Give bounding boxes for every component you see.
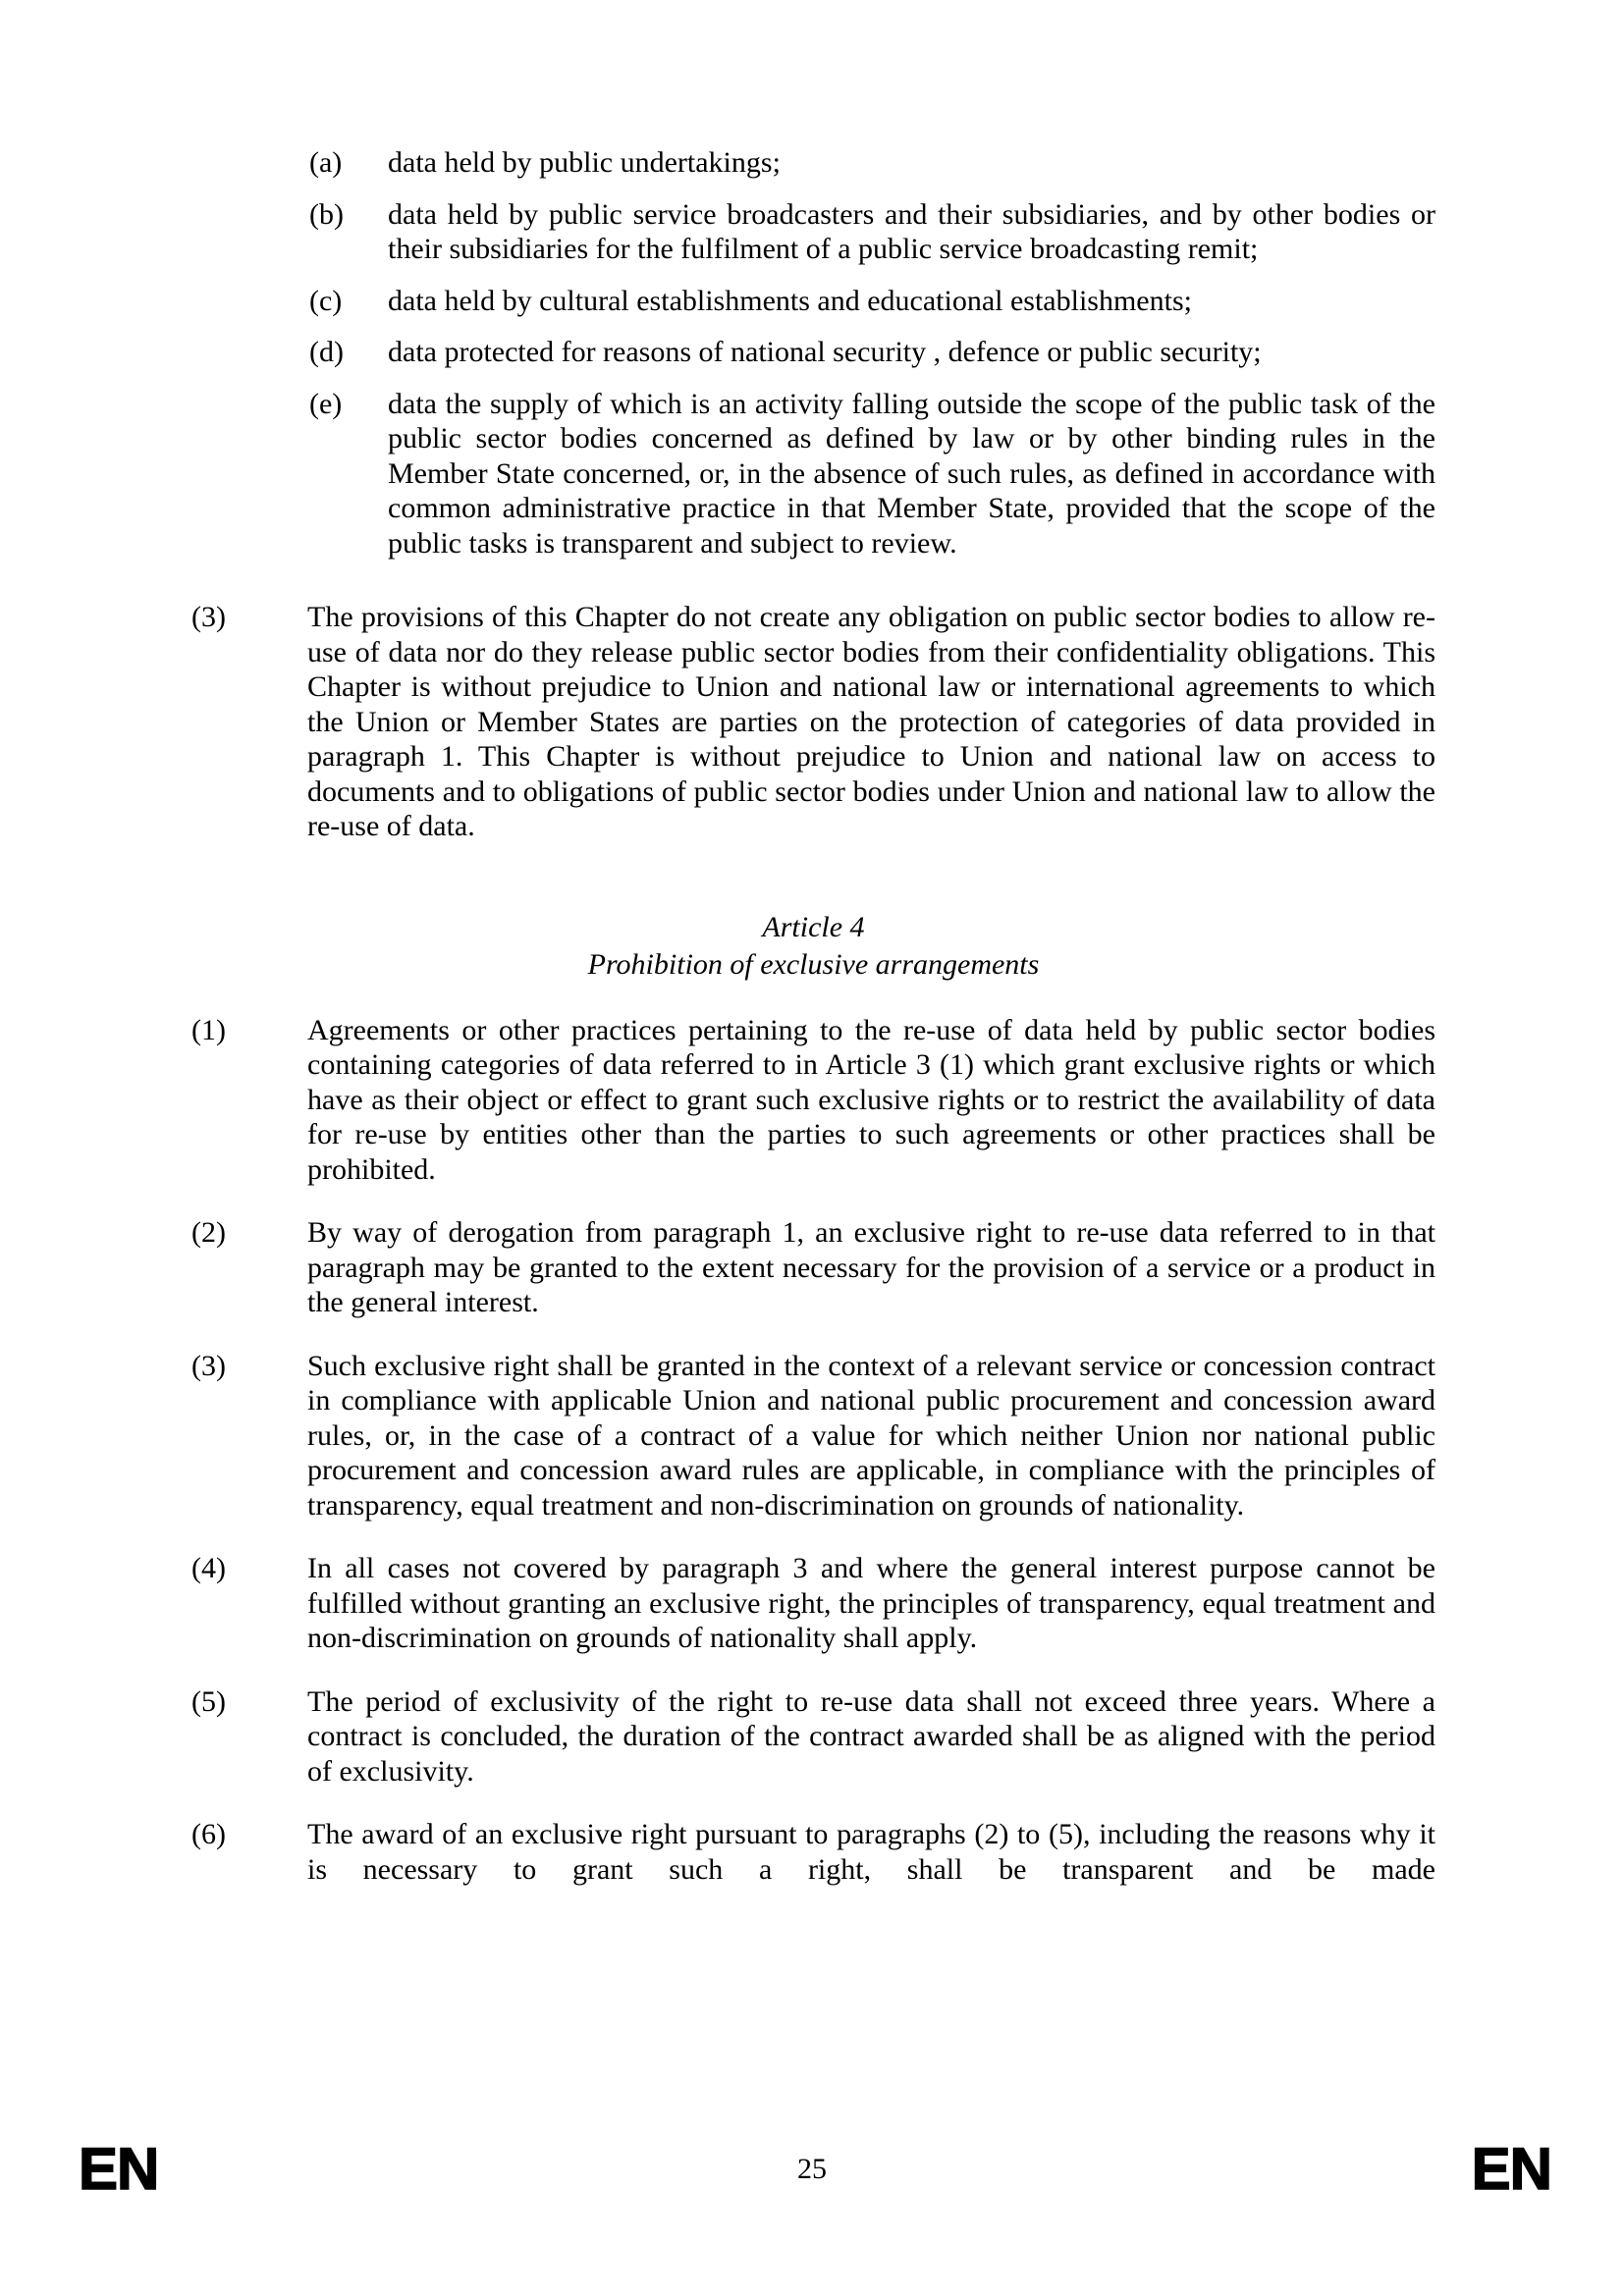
article-title: Article 4 — [762, 910, 865, 943]
article-paragraph-3 — [191, 1349, 1435, 1523]
paragraph-text: By way of derogation from paragraph 1, an exclusive right to re-use data referred to in that paragraph may be granted to the extent necessary for the provision of a service or a product in the general interest. — [307, 1216, 1435, 1318]
article-paragraph-5 — [191, 1684, 1435, 1789]
list-item-text: data protected for reasons of national security , defence or public security; — [388, 336, 1262, 368]
paragraph-number: (6) — [191, 1818, 226, 1850]
paragraph-number: (5) — [191, 1684, 226, 1718]
list-item-text: data held by public undertakings; — [388, 146, 781, 179]
list-item-marker: (b) — [309, 197, 344, 231]
paragraph-text: The period of exclusivity of the right to re-use data shall not exceed three years. Where a contract is concluded, the duration of the contract awarded shall be as aligned with the period of exclusivity. — [307, 1684, 1435, 1788]
list-item-a — [309, 145, 1435, 181]
list-item-c — [309, 284, 1435, 319]
paragraph-text: Such exclusive right shall be granted in the context of a relevant service or concession contract in compliance with applicable Union and national public procurement and concession award rules, or, in the case of a contract of a value for which neither Union nor national public procurement and concession award rules are applicable, in compliance with the principles of transparency, equal treatment and non-discrimination on grounds of nationality. — [307, 1349, 1435, 1522]
paragraph-text: In all cases not covered by paragraph 3 and where the general interest purpose cannot be fulfilled without granting an exclusive right, the principles of transparency, equal treatment and non-discrimination on grounds of nationality shall apply. — [307, 1552, 1435, 1654]
chapter-paragraph-3 — [191, 600, 1435, 844]
article-paragraph-2 — [191, 1215, 1435, 1320]
list-item-marker: (c) — [309, 284, 343, 317]
list-item-b — [309, 197, 1435, 267]
article-paragraph-4 — [191, 1551, 1435, 1656]
page-number: 25 — [797, 2153, 827, 2185]
list-item-text: data held by cultural establishments and educational establishments; — [388, 284, 1192, 317]
paragraph-text: The award of an exclusive right pursuant to paragraphs (2) to (5), including the reasons why it is necessary to grant such a right, shall be transparent and be made — [307, 1818, 1435, 1886]
paragraph-number: (3) — [191, 1349, 226, 1382]
list-item-marker: (d) — [309, 336, 344, 368]
paragraph-number: (3) — [191, 601, 226, 633]
article-subtitle: Prohibition of exclusive arrangements — [587, 947, 1040, 981]
list-item-text: data the supply of which is an activity falling outside the scope of the public task of the public sector bodies concerned as defined by law or by other binding rules in the Member State concerned, or, in the absence of such rules, as defined in accordance with common administrative practice in that Member State, provided that the scope of the public tasks is transparent and subject to review. — [388, 387, 1435, 560]
paragraph-number: (2) — [191, 1216, 226, 1249]
list-item-text: data held by public service broadcasters and their subsidiaries, and by other bodies or their subsidiaries for the fulfilment of a public service broadcasting remit; — [388, 197, 1435, 265]
document-content — [191, 145, 1435, 1915]
footer-language-left: EN — [79, 2136, 159, 2202]
paragraph-number: (1) — [191, 1013, 226, 1046]
list-item-d — [309, 335, 1435, 370]
footer-language-right: EN — [1471, 2136, 1551, 2202]
article-paragraph-6 — [191, 1817, 1435, 1887]
article-paragraph-1 — [191, 1013, 1435, 1188]
paragraph-text: Agreements or other practices pertaining to the re-use of data held by public sector bodies containing categories of data referred to in Article 3 (1) which grant exclusive rights or which have as their object or effect to grant such exclusive rights or to restrict the availability of data for re-use by entities other than the parties to such agreements or other practices shall be prohibited. — [307, 1013, 1435, 1186]
list-item-e — [309, 387, 1435, 561]
paragraph-number: (4) — [191, 1552, 226, 1584]
list-item-marker: (e) — [309, 387, 343, 420]
paragraph-text: The provisions of this Chapter do not create any obligation on public sector bodies to allow re-use of data nor do they release public sector bodies from their confidentiality obligations. This Chapter is without prejudice to Union and national law or international agreements to which the Union or Member States are parties on the protection of categories of data provided in paragraph 1. This Chapter is without prejudice to Union and national law on access to documents and to obligations of public sector bodies under Union and national law to allow the re-use of data. — [307, 601, 1435, 842]
list-item-marker: (a) — [309, 146, 343, 179]
